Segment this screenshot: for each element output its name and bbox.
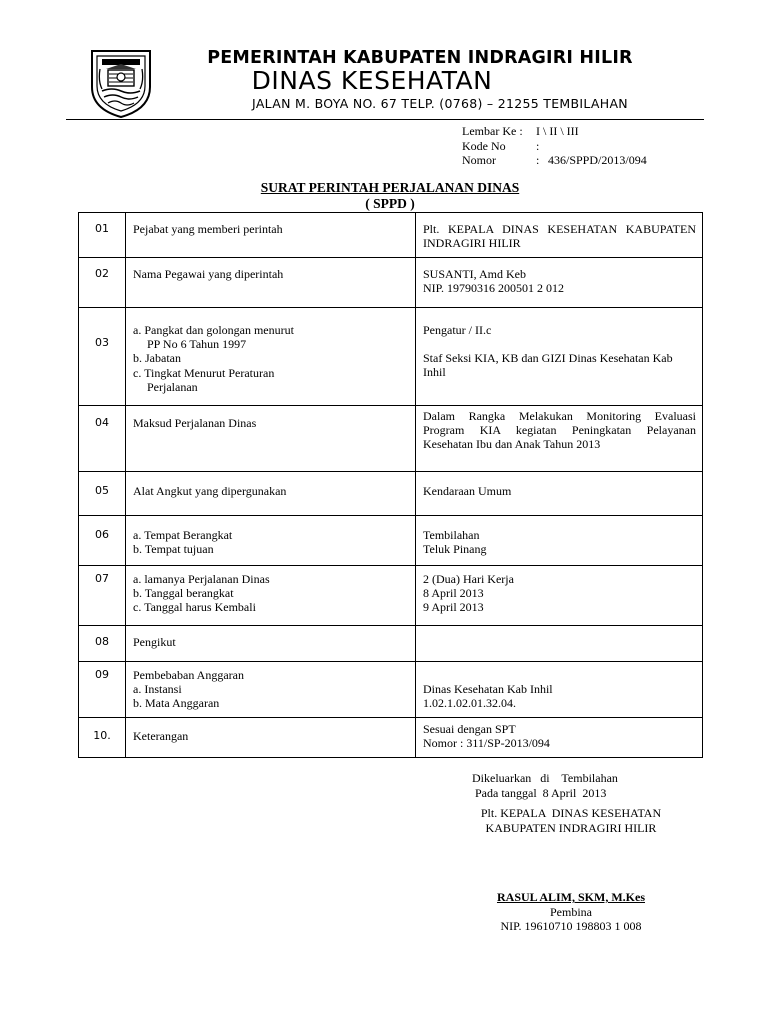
- nomor-value: 436/SPPD/2013/094: [548, 153, 647, 168]
- row-label: Nama Pegawai yang diperintah: [126, 258, 416, 308]
- table-row: [79, 516, 703, 566]
- row-label: Keterangan: [126, 718, 416, 758]
- title-main: SURAT PERINTAH PERJALANAN DINAS: [260, 180, 520, 195]
- row-value: [416, 626, 703, 662]
- table-row: [79, 662, 703, 718]
- row-label: Pengikut: [126, 626, 416, 662]
- government-name: PEMERINTAH KABUPATEN INDRAGIRI HILIR: [207, 48, 633, 68]
- row-label: a. Pangkat dan golongan menurut PP No 6 Tahun 1997 b. Jabatan c. Tingkat Menurut Peraturan Perjalanan: [126, 308, 416, 406]
- title-sub: ( SPPD ): [365, 196, 415, 211]
- row-number: 05: [79, 472, 126, 516]
- row-number: 07: [79, 566, 126, 626]
- row-number: 09: [79, 662, 126, 718]
- row-value: Dinas Kesehatan Kab Inhil 1.02.1.02.01.32.04.: [416, 662, 703, 718]
- table-row: [79, 308, 703, 406]
- lembar-row: [462, 124, 647, 139]
- table-row: [79, 626, 703, 662]
- signatory-nip: NIP. 19610710 198803 1 008: [500, 919, 642, 933]
- row-label: Alat Angkut yang dipergunakan: [126, 472, 416, 516]
- row-value: Sesuai dengan SPT Nomor : 311/SP-2013/094: [416, 718, 703, 758]
- issued-place: Dikeluarkan di Tembilahan: [472, 771, 618, 785]
- row-number: 03: [79, 308, 126, 406]
- row-value: 2 (Dua) Hari Kerja 8 April 2013 9 April 2013: [416, 566, 703, 626]
- row-label: a. Tempat Berangkat b. Tempat tujuan: [126, 516, 416, 566]
- sppd-table: [78, 212, 703, 758]
- row-number: 06: [79, 516, 126, 566]
- table-row: [79, 718, 703, 758]
- table-row: [79, 213, 703, 258]
- signatory-block: [440, 890, 702, 934]
- nomor-label: Nomor: [462, 153, 496, 168]
- office-line-2: KABUPATEN INDRAGIRI HILIR: [485, 820, 657, 835]
- row-number: 02: [79, 258, 126, 308]
- nomor-row: Nomor : 436/SPPD/2013/094: [462, 153, 647, 168]
- signing-office: [440, 806, 702, 835]
- signatory-rank: Pembina: [550, 904, 592, 919]
- employee-nip: NIP. 19790316 200501 2 012: [423, 281, 565, 296]
- table-row: [79, 258, 703, 308]
- table-row: [79, 406, 703, 472]
- agency-address: JALAN M. BOYA NO. 67 TELP. (0768) – 21255 TEMBILAHAN: [252, 96, 628, 111]
- row-value: Kendaraan Umum: [416, 472, 703, 516]
- row-number: 01: [79, 213, 126, 258]
- row-value: Tembilahan Teluk Pinang: [416, 516, 703, 566]
- letterhead-divider: [66, 119, 704, 120]
- issued-date: Pada tanggal 8 April 2013: [475, 785, 607, 800]
- agency-name: DINAS KESEHATAN: [251, 66, 493, 95]
- row-label: Maksud Perjalanan Dinas: [126, 406, 416, 472]
- row-number: 10.: [79, 718, 126, 758]
- row-value: [416, 258, 703, 308]
- row-label: Pembebaban Anggaran a. Instansi b. Mata Anggaran: [126, 662, 416, 718]
- row-value: Pengatur / II.c Staf Seksi KIA, KB dan GIZI Dinas Kesehatan Kab Inhil: [416, 308, 703, 406]
- kode-label: Kode No: [462, 138, 506, 153]
- table-row: [79, 472, 703, 516]
- kode-row: Kode No :: [462, 138, 540, 153]
- row-label: Pejabat yang memberi perintah: [126, 213, 416, 258]
- lembar-label: Lembar Ke :: [462, 124, 523, 138]
- row-number: 08: [79, 626, 126, 662]
- lembar-value: I \ II \ III: [536, 124, 579, 138]
- row-number: 04: [79, 406, 126, 472]
- table-row: [79, 566, 703, 626]
- row-label: a. lamanya Perjalanan Dinas b. Tanggal berangkat c. Tanggal harus Kembali: [126, 566, 416, 626]
- office-line-1: Plt. KEPALA DINAS KESEHATAN: [480, 806, 662, 820]
- row-value: Dalam Rangka Melakukan Monitoring Evaluasi Program KIA kegiatan Peningkatan Pelayanan Kesehatan Ibu dan Anak Tahun 2013: [416, 406, 703, 472]
- issued-block: [472, 771, 618, 800]
- row-value: Plt. KEPALA DINAS KESEHATAN KABUPATEN INDRAGIRI HILIR: [416, 213, 703, 258]
- document-title: [110, 180, 670, 212]
- employee-name: SUSANTI, Amd Keb: [423, 267, 527, 281]
- signatory-name: RASUL ALIM, SKM, M.Kes: [496, 890, 645, 904]
- reference-block: [462, 124, 647, 168]
